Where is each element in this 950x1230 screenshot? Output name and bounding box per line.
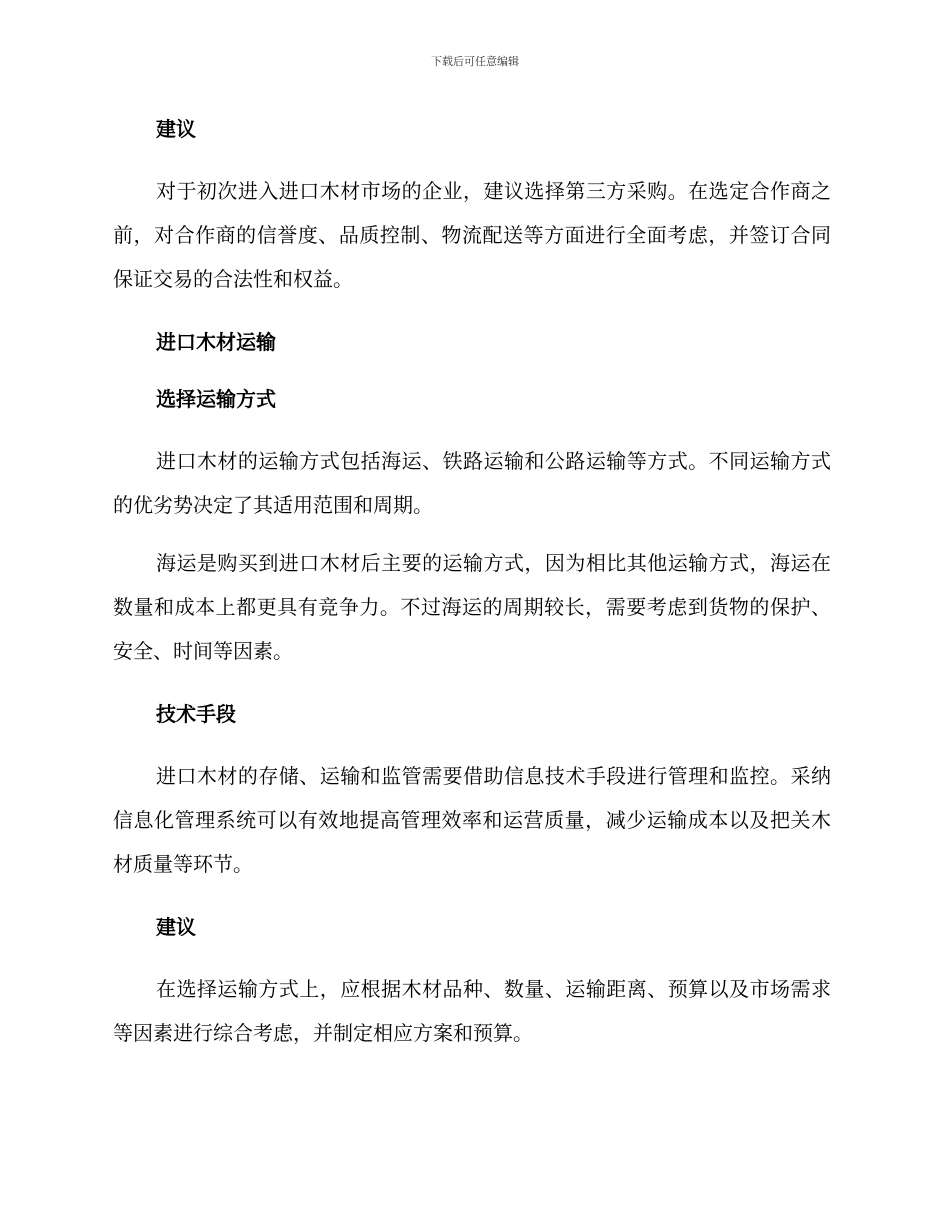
- paragraph-transport-modes: 进口木材的运输方式包括海运、铁路运输和公路运输等方式。不同运输方式的优劣势决定了其适用范围和周期。: [113, 449, 831, 517]
- paragraph-technology: 进口木材的存储、运输和监管需要借助信息技术手段进行管理和监控。采纳信息化管理系统可以有效地提高管理效率和运营质量，减少运输成本以及把关木材质量等环节。: [113, 764, 831, 876]
- document-body: [113, 112, 831, 1055]
- section-heading-wood-transport: 进口木材运输: [156, 330, 276, 354]
- paragraph-sea-transport: 海运是购买到进口木材后主要的运输方式，因为相比其他运输方式，海运在数量和成本上都更具有竞争力。不过海运的周期较长，需要考虑到货物的保护、安全、时间等因素。: [113, 551, 831, 663]
- section-heading-suggestion-2: 建议: [156, 915, 196, 939]
- paragraph-procurement-suggestion: 对于初次进入进口木材市场的企业，建议选择第三方采购。在选定合作商之前，对合作商的信誉度、品质控制、物流配送等方面进行全面考虑，并签订合同保证交易的合法性和权益。: [113, 179, 831, 291]
- section-heading-technology: 技术手段: [156, 702, 236, 726]
- paragraph-transport-suggestion: 在选择运输方式上，应根据木材品种、数量、运输距离、预算以及市场需求等因素进行综合考虑，并制定相应方案和预算。: [113, 977, 831, 1045]
- section-heading-suggestion: 建议: [156, 117, 196, 141]
- section-heading-choose-transport: 选择运输方式: [156, 387, 276, 411]
- page-header: 下载后可任意编辑: [431, 55, 519, 68]
